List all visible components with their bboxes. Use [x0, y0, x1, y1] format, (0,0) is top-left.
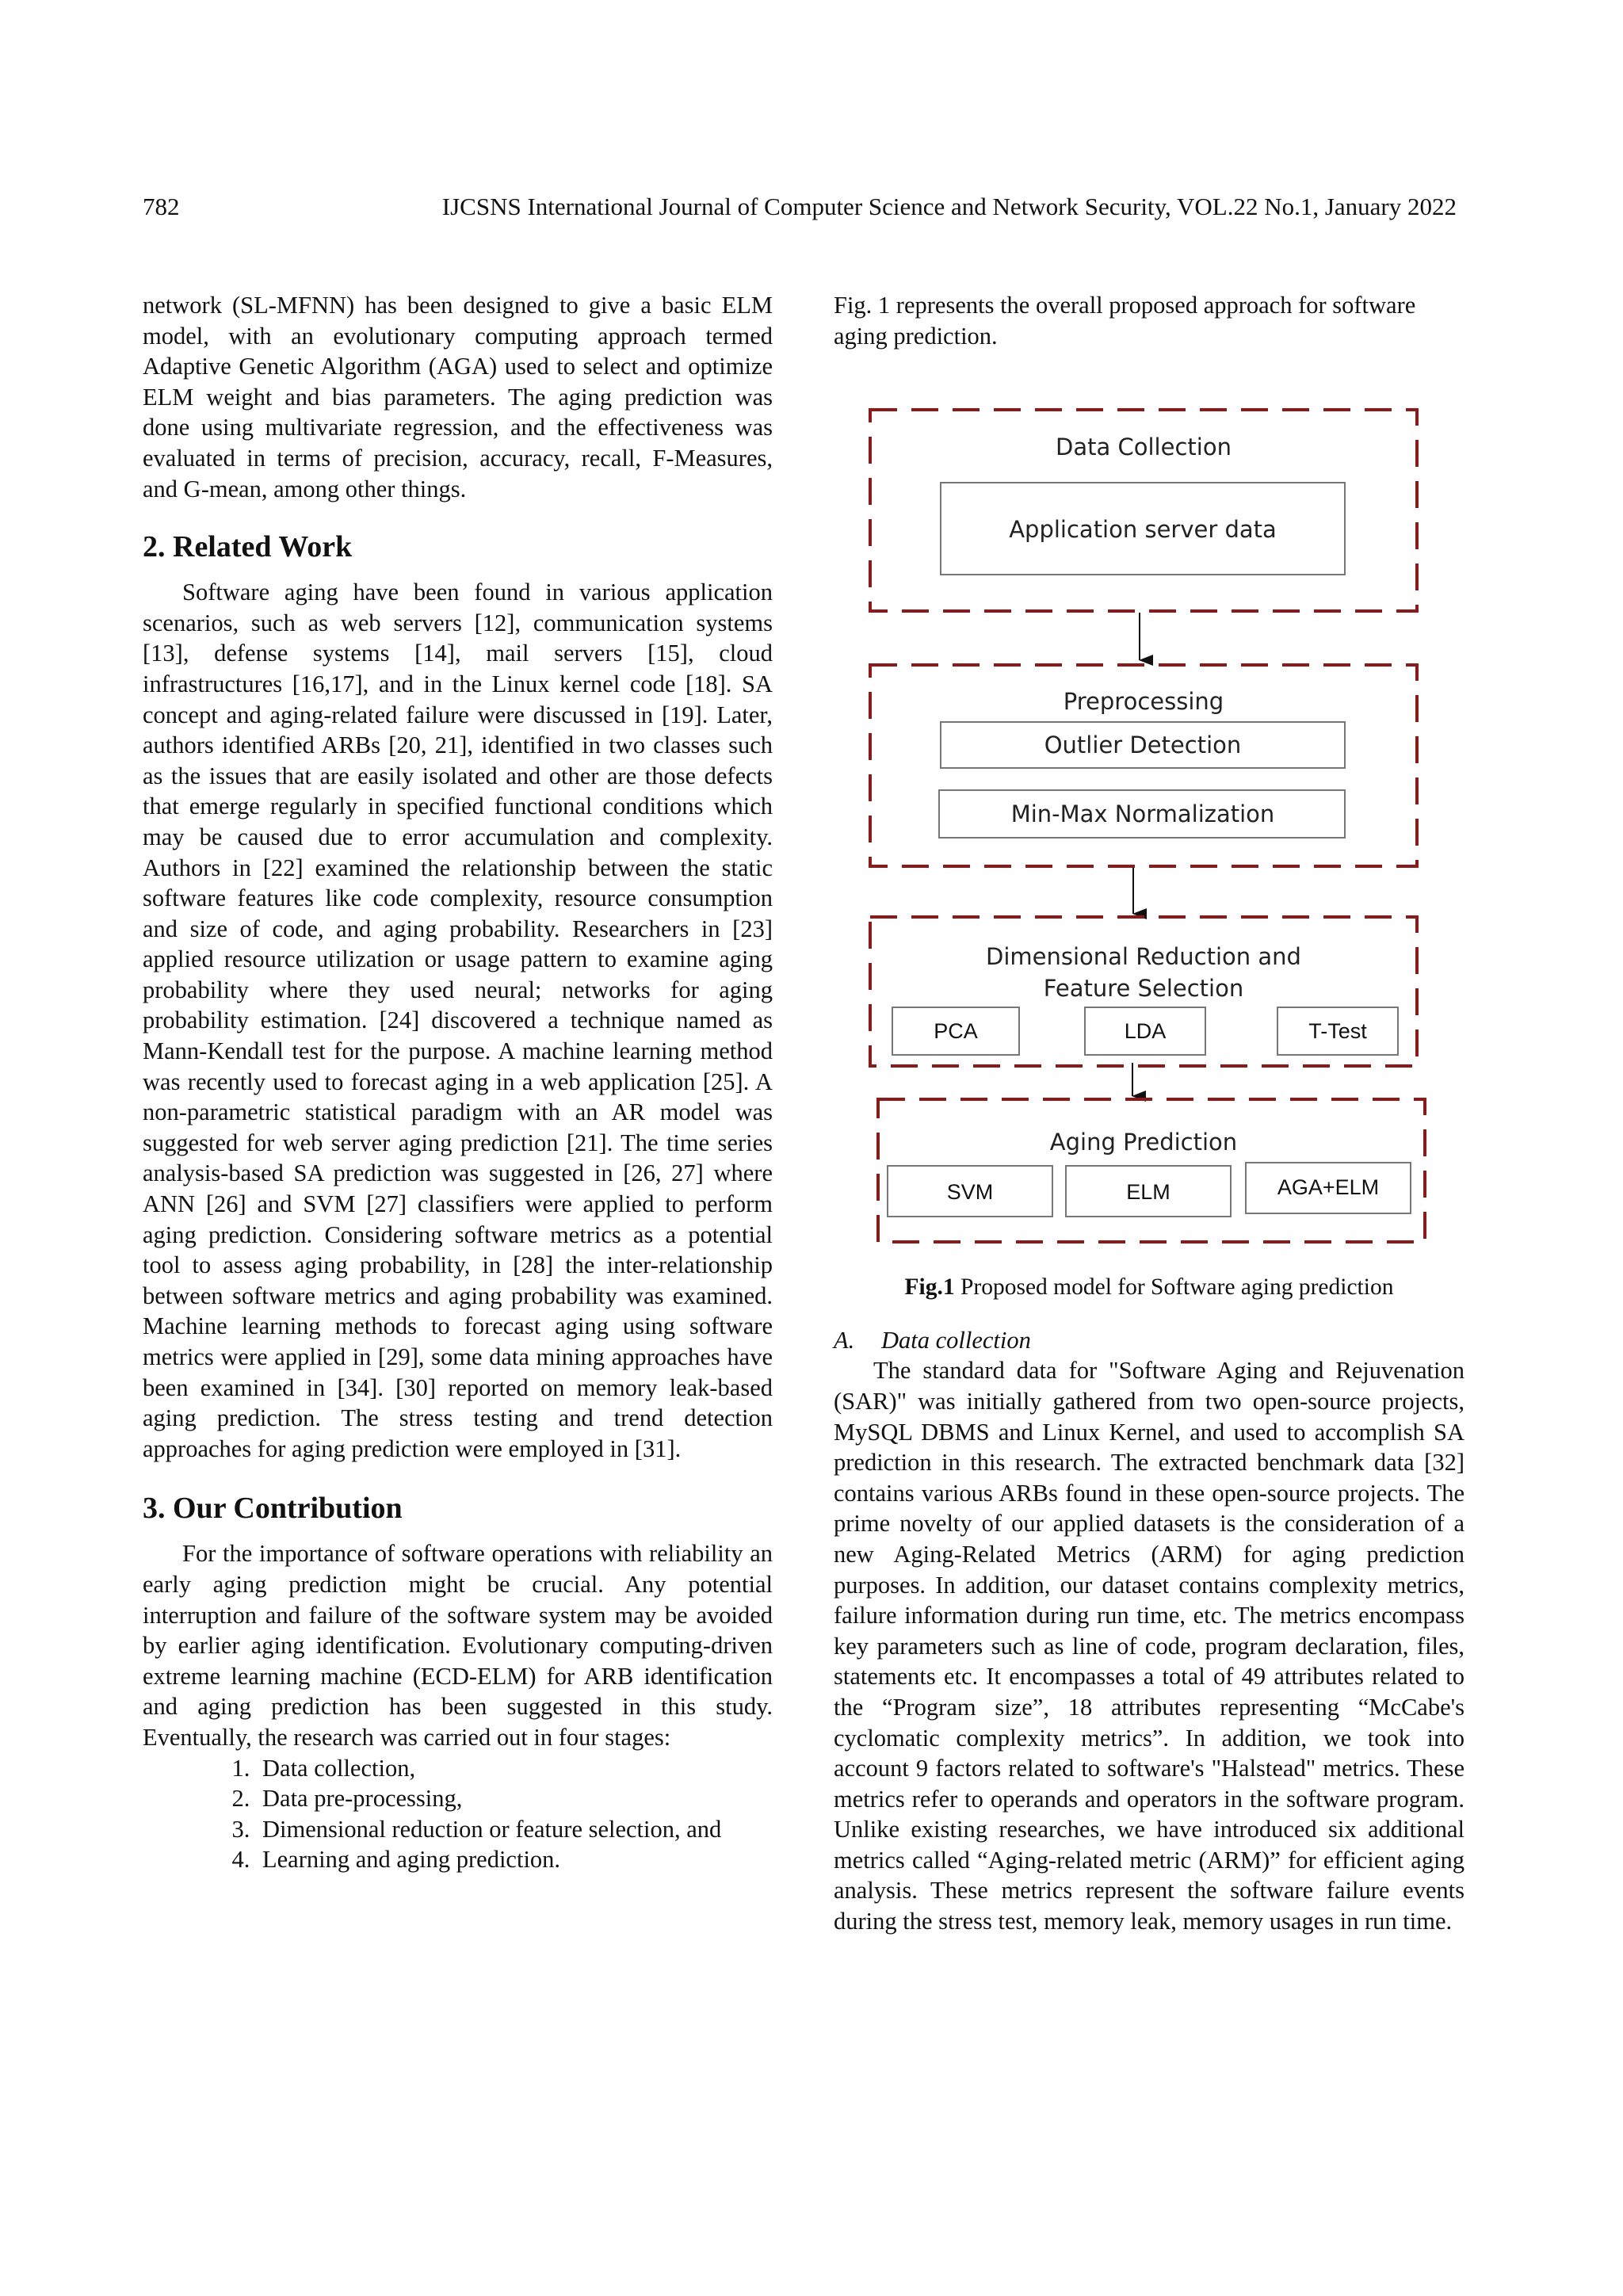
outlier-detection-label: Outlier Detection [1044, 732, 1242, 759]
t-test-label: T-Test [1308, 1019, 1367, 1044]
elm-label: ELM [1126, 1180, 1170, 1205]
block1-title: Data Collection [1056, 434, 1232, 461]
figure-caption-label: Fig.1 [904, 1274, 955, 1301]
figure-caption [834, 1272, 1465, 1303]
list-item: 1. Data collection, [256, 1753, 773, 1784]
min-max-normalization-label: Min-Max Normalization [1010, 800, 1275, 828]
block4-title: Aging Prediction [1049, 1129, 1238, 1156]
pca-label: PCA [934, 1019, 978, 1044]
aga-elm-label: AGA+ELM [1277, 1175, 1380, 1200]
list-item: 2. Data pre-processing, [256, 1783, 773, 1814]
list-item: 4. Learning and aging prediction. [256, 1844, 773, 1875]
figure-1 [834, 370, 1465, 1275]
section-heading-related-work: 2. Related Work [143, 530, 353, 564]
related-work-paragraph: Software aging have been found in various application scenarios, such as web servers [12], communication systems [13], defense systems [14], mail servers [15], cloud infrastructures [16,17], and in the Linux kernel code [18]. SA concept and aging-related failure were discussed in [19]. Later, authors identified ARBs [20, 21], identified in two classes such as the issues that are easily isolated and other are those defects that emerge regularly in specified functional conditions which may be caused due to error accumulation and complexity. Authors in [22] examined the relationship between the static software features like code complexity, resource consumption and size of code, and aging probability. Researchers in [23] applied resource utilization or usage pattern to examine aging probability where they used neural; networks for aging probability estimation. [24] discovered a technique named as Mann-Kendall test for the purpose. A machine learning method was recently used to forecast aging in a web application [25]. A non-parametric statistical paradigm with an AR model was suggested for web server aging prediction [21]. The time series analysis-based SA prediction was suggested in [26, 27] where ANN [26] and SVM [27] classifiers were applied to perform aging prediction. Considering software metrics as a potential tool to assess aging probability, in [28] the inter-relationship between software metrics and aging probability was examined. Machine learning methods to forecast aging using software metrics were applied in [29], some data mining approaches have been examined in [34]. [30] reported on memory leak-based aging prediction. The stress testing and trend detection approaches for aging prediction were employed in [31]. [143, 579, 773, 1462]
figure-intro-paragraph: Fig. 1 represents the overall proposed approach for software aging prediction. [834, 292, 1416, 350]
subsection-label: A. [834, 1326, 855, 1354]
section-heading-our-contribution: 3. Our Contribution [143, 1492, 403, 1526]
svm-label: SVM [946, 1180, 994, 1205]
subsection-title: Data collection [881, 1326, 1031, 1354]
list-item: 3. Dimensional reduction or feature selection, and [256, 1814, 773, 1845]
right-column [834, 290, 1465, 1937]
page-header [143, 193, 1457, 229]
flow-diagram [834, 370, 1465, 1275]
subsection-heading [834, 1325, 1465, 1356]
block2-title: Preprocessing [1063, 688, 1224, 716]
block3-title-line2: Feature Selection [1043, 975, 1244, 1003]
data-collection-paragraph: The standard data for "Software Aging and Rejuvenation (SAR)" was initially gathered from two open-source projects, MySQL DBMS and Linux Kernel, and used to accomplish SA prediction in this research. The extracted benchmark data [32] contains various ARBs found in these open-source projects. The prime novelty of our applied datasets is the consideration of a new Aging-Related Metrics (ARM) for aging prediction purposes. In addition, our dataset contains complexity metrics, failure information during run time, etc. The metrics encompass key parameters such as line of code, program declaration, files, statements etc. It encompasses a total of 49 attributes related to the “Program size”, 18 attributes representing “McCabe's cyclomatic complexity metrics”. In addition, we took into account 9 factors related to software's "Halstead" metrics. These metrics refer to operands and operators in the software program. Unlike existing researches, we have introduced six additional metrics called “Aging-related metric (ARM)” for efficient aging analysis. These metrics represent the software failure events during the stress test, memory leak, memory usages in run time. [834, 1357, 1465, 1935]
contribution-paragraph: For the importance of software operations with reliability an early aging prediction might be crucial. Any potential interruption and failure of the software system may be avoided by earlier aging identification. Evolutionary computing-driven extreme learning machine (ECD-ELM) for ARB identification and aging prediction has been suggested in this study. Eventually, the research was carried out in four stages: [143, 1540, 773, 1751]
lda-label: LDA [1124, 1019, 1167, 1044]
journal-title: IJCSNS International Journal of Computer Science and Network Security, VOL.22 No.1, January 2022 [441, 193, 1457, 220]
application-server-data-label: Application server data [1009, 516, 1277, 544]
block3-title-line1: Dimensional Reduction and [986, 943, 1301, 971]
intro-paragraph: network (SL-MFNN) has been designed to give a basic ELM model, with an evolutionary computing approach termed Adaptive Genetic Algorithm (AGA) used to select and optimize ELM weight and bias parameters. The aging prediction was done using multivariate regression, and the effectiveness was evaluated in terms of precision, accuracy, recall, F-Measures, and G-mean, among other things. [143, 292, 773, 502]
figure-caption-text: Proposed model for Software aging prediction [954, 1274, 1394, 1301]
left-column [143, 290, 773, 1875]
page-number: 782 [143, 193, 180, 220]
stages-list [143, 1753, 773, 1875]
